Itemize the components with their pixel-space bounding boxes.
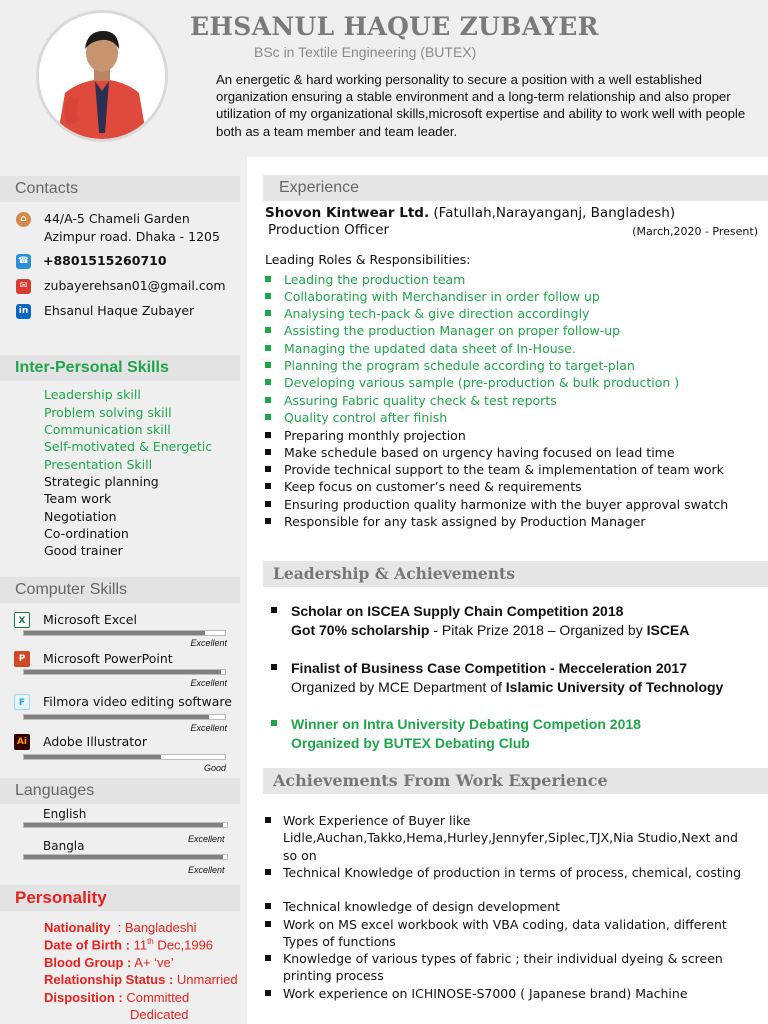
- personality-heading: Personality: [0, 885, 240, 911]
- email-address[interactable]: zubayerehsan01@gmail.com: [44, 278, 226, 293]
- home-icon: ⌂: [16, 212, 31, 227]
- skill-level-fill: [24, 715, 209, 719]
- skill-level-fill: [24, 670, 221, 674]
- skill-level-fill: [24, 755, 161, 759]
- skill-label: Microsoft Excel: [43, 612, 137, 627]
- email-icon: ✉: [16, 279, 31, 294]
- skill-level-label: Excellent: [190, 678, 227, 688]
- personality-relationship: [44, 972, 238, 987]
- skill-label: Microsoft PowerPoint: [43, 651, 173, 666]
- personality-nationality: Nationality : Bangladeshi: [44, 920, 197, 935]
- blood-group-label: Blood Group :: [44, 955, 132, 970]
- work-achievement-item: Work experience on ICHINOSE-S7000 ( Japanese brand) Machine: [265, 985, 755, 1002]
- disposition-label: Disposition :: [44, 990, 123, 1005]
- skill-label: Adobe Illustrator: [43, 734, 147, 749]
- relationship-label: Relationship Status :: [44, 972, 174, 987]
- responsibilities-label: Leading Roles & Responsibilities:: [265, 252, 471, 267]
- relationship-value: Unmarried: [176, 972, 238, 987]
- job-period: (March,2020 - Present): [632, 225, 758, 238]
- disposition-value-2: Dedicated: [130, 1007, 189, 1022]
- header: [0, 0, 768, 157]
- skill-item: Negotiation: [44, 509, 117, 524]
- work-achievement-item: Work Experience of Buyer like Lidle,Auchan,Takko,Hema,Hurley,Jennyfer,Siplec,TJX,Nia Studio,Next and so on: [265, 812, 755, 864]
- skill-label: Filmora video editing software: [43, 694, 232, 709]
- profile-photo: [36, 10, 168, 142]
- leadership-heading: Leadership & Achievements: [263, 561, 768, 587]
- achievement-title: Scholar on ISCEA Supply Chain Competition 2018: [291, 603, 624, 619]
- language-label: English: [43, 807, 87, 821]
- dob-label: Date of Birth :: [44, 937, 130, 953]
- skill-level-bar: [23, 669, 226, 675]
- language-level-fill: [24, 855, 223, 859]
- achievement-subtitle: Organized by BUTEX Debating Club: [291, 735, 530, 751]
- linkedin-name[interactable]: Ehsanul Haque Zubayer: [44, 303, 195, 318]
- skill-item: Communication skill: [44, 422, 171, 437]
- address-line2: Azimpur road. Dhaka - 1205: [44, 229, 220, 244]
- skill-level-bar: [23, 754, 226, 760]
- computer-skill-filmora: [14, 694, 232, 734]
- nationality-value: Bangladeshi: [124, 920, 197, 935]
- candidate-name: EHSANUL HAQUE ZUBAYER: [190, 12, 599, 41]
- degree: BSc in Textile Engineering (BUTEX): [254, 44, 477, 60]
- personality-blood-group: [44, 955, 174, 970]
- phone-number[interactable]: +8801515260710: [43, 253, 167, 268]
- work-achievements-heading: Achievements From Work Experience: [263, 768, 768, 794]
- excel-icon: X: [14, 612, 30, 628]
- languages-heading: Languages: [0, 778, 240, 804]
- work-achievement-item: Work on MS excel workbook with VBA coding, data validation, different Types of functions: [265, 916, 755, 951]
- address-line1: 44/A-5 Chameli Garden: [44, 211, 190, 226]
- phone-icon: ☎: [16, 254, 31, 269]
- contacts-heading: Contacts: [0, 176, 240, 202]
- computer-skills-heading: Computer Skills: [0, 577, 240, 603]
- achievement-title: Winner on Intra University Debating Competion 2018: [291, 716, 641, 732]
- blood-group-value: A+ ‘ve’: [134, 955, 174, 970]
- company: [265, 205, 675, 221]
- skill-item: Co-ordination: [44, 526, 129, 541]
- work-achievement-item: Knowledge of various types of fabric ; their individual dyeing & screen printing process: [265, 950, 755, 985]
- career-objective: An energetic & hard working personality to secure a position with a well established organization ensuring a stable environment and a long-term relationship and also proper utilization of my organizational skills,microsoft expertise and ability to work well with people both as a team member and team leader.: [216, 72, 746, 139]
- skill-item: Problem solving skill: [44, 405, 172, 420]
- skill-item: Self-motivated & Energetic: [44, 439, 213, 454]
- interpersonal-heading: Inter-Personal Skills: [0, 355, 240, 381]
- skill-level-label: Good: [203, 763, 226, 773]
- company-name: Shovon Kintwear Ltd.: [265, 205, 430, 221]
- experience-heading: Experience: [263, 175, 768, 201]
- personality-disposition: [44, 990, 189, 1005]
- profile-photo-figure: [39, 13, 165, 139]
- illustrator-icon: Ai: [14, 734, 30, 750]
- job-role: Production Officer: [268, 222, 390, 238]
- skill-level-label: Excellent: [190, 638, 227, 648]
- skill-item: Good trainer: [44, 543, 123, 558]
- computer-skill-excel: [14, 612, 229, 652]
- filmora-icon: F: [14, 694, 30, 710]
- dob-day: 11: [133, 937, 148, 953]
- skill-item: Leadership skill: [44, 387, 141, 402]
- skill-item: Team work: [44, 491, 112, 506]
- linkedin-icon: in: [16, 304, 31, 319]
- disposition-value: Committed: [126, 990, 190, 1005]
- dob-suffix: th: [147, 937, 154, 946]
- skill-item: Strategic planning: [44, 474, 159, 489]
- company-location: (Fatullah,Narayanganj, Bangladesh): [433, 205, 676, 221]
- work-achievement-item: Technical Knowledge of production in terms of process, chemical, costing: [265, 864, 755, 881]
- language-level-fill: [24, 823, 223, 827]
- personality-dob: [44, 937, 213, 952]
- computer-skill-illustrator: [14, 734, 229, 774]
- computer-skill-powerpoint: [14, 651, 229, 691]
- language-label: Bangla: [43, 839, 85, 853]
- powerpoint-icon: P: [14, 651, 30, 667]
- dob-value: Dec,1996: [157, 937, 214, 953]
- skill-level-fill: [24, 631, 205, 635]
- work-achievement-item: Technical knowledge of design development: [265, 898, 755, 915]
- skill-level-bar: [23, 630, 226, 636]
- personality-disposition-2: [130, 1007, 189, 1022]
- nationality-label: Nationality: [44, 920, 111, 935]
- skill-level-bar: [23, 714, 226, 720]
- language-level-bar: [23, 854, 228, 860]
- skill-item: Presentation Skill: [44, 457, 153, 472]
- language-level-label: Excellent: [188, 834, 225, 844]
- achievement-title: Finalist of Business Case Competition - Mecceleration 2017: [291, 660, 687, 676]
- language-level-label: Excellent: [188, 865, 225, 875]
- skill-level-label: Excellent: [190, 723, 227, 733]
- language-level-bar: [23, 822, 228, 828]
